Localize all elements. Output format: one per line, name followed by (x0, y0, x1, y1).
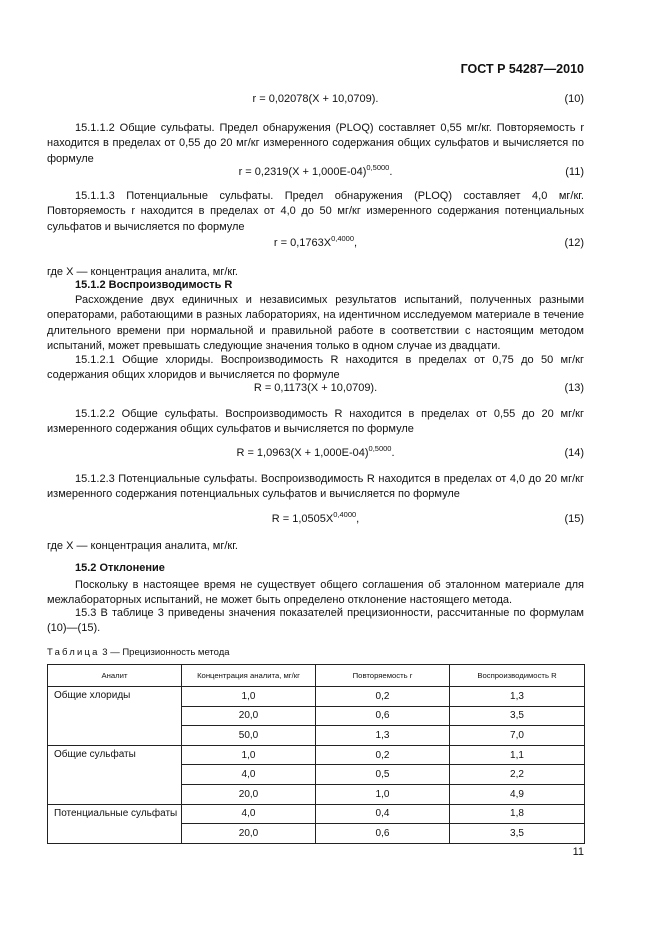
header-analyte: Аналит (48, 665, 182, 687)
formula-11-number: (11) (565, 166, 584, 178)
table-cell: 20,0 (182, 706, 316, 726)
formula-15-exponent: 0,4000 (333, 510, 357, 519)
formula-10 (47, 92, 584, 107)
header-concentration: Концентрация аналита, мг/кг (182, 665, 316, 687)
formula-12-number: (12) (564, 237, 584, 249)
table-cell: 50,0 (182, 726, 316, 746)
table-row (48, 804, 585, 824)
table-caption-word: Таблица (47, 647, 100, 658)
table-cell: 0,6 (316, 824, 450, 844)
table-cell: 4,0 (182, 804, 316, 824)
table-cell: 0,4 (316, 804, 450, 824)
table-cell: 0,6 (316, 706, 450, 726)
table-cell: 20,0 (182, 784, 316, 804)
formula-10-number: (10) (564, 93, 584, 105)
table-row (48, 745, 585, 765)
formula-11-expression: r = 0,2319(X + 1,000E-04) (238, 166, 367, 178)
formula-15-expression: R = 1,0505X (271, 513, 334, 525)
formula-11-exponent: 0,5000 (366, 163, 390, 172)
paragraph-15-3: 15.3 В таблице 3 приведены значения показателей прецизионности, рассчитанные по формулам (10)—(15). (47, 607, 584, 635)
formula-12-expression: r = 0,1763X (273, 237, 332, 249)
formula-10-expression: r = 0,02078(X + 10,0709). (252, 93, 379, 105)
analyte-cell: Потенциальные сульфаты (48, 804, 182, 843)
where-note-1: где X — концентрация аналита, мг/кг. (47, 266, 238, 278)
table-cell: 7,0 (450, 726, 585, 746)
analyte-cell: Общие хлориды (48, 687, 182, 746)
heading-15-2: 15.2 Отклонение (75, 562, 165, 574)
table-cell: 0,5 (316, 765, 450, 785)
paragraph-15-1-2-1: 15.1.2.1 Общие хлориды. Воспроизводимость R находится в пределах от 0,75 до 50 мг/кг содержания общих хлоридов и вычисляется по формуле (47, 354, 584, 382)
standard-number: ГОСТ Р 54287—2010 (460, 62, 584, 76)
formula-12-exponent: 0,4000 (331, 234, 355, 243)
table-caption (47, 647, 230, 658)
formula-13-number: (13) (564, 382, 584, 394)
analyte-cell: Общие сульфаты (48, 745, 182, 804)
formula-14-number: (14) (564, 447, 584, 459)
formula-14-expression: R = 1,0963(X + 1,000E-04) (236, 447, 369, 459)
formula-15-number: (15) (564, 513, 584, 525)
precision-table (47, 664, 585, 844)
paragraph-15-1-2-2: 15.1.2.2 Общие сульфаты. Воспроизводимость R находится в пределах от 0,55 до 20 мг/кг измеренного содержания общих сульфатов и вычисляется по формуле (47, 408, 584, 436)
formula-14-exponent: 0,5000 (368, 444, 392, 453)
header-repeatability: Повторяемость r (316, 665, 450, 687)
paragraph-15-1-1-2: 15.1.1.2 Общие сульфаты. Предел обнаружения (PLOQ) составляет 0,55 мг/кг. Повторяемость r находится в пределах от 0,55 до 20 мг/кг измеренного содержания общих сульфатов и вычисляется по формуле (47, 122, 584, 165)
table-row (48, 687, 585, 707)
table-cell: 1,0 (316, 784, 450, 804)
table-cell: 4,0 (182, 765, 316, 785)
header-reproducibility: Воспроизводимость R (450, 665, 585, 687)
table-cell: 1,1 (450, 745, 585, 765)
table-cell: 4,9 (450, 784, 585, 804)
formula-13 (47, 381, 584, 396)
table-cell: 3,5 (450, 824, 585, 844)
table-cell: 1,8 (450, 804, 585, 824)
paragraph-15-1-1-3: 15.1.1.3 Потенциальные сульфаты. Предел обнаружения (PLOQ) составляет 4,0 мг/кг. Повторяемость r находится в пределах от 4,0 до 50 мг/кг измеренного содержания потенциальных сульфатов и вычисляется по формуле (47, 190, 584, 233)
table-cell: 3,5 (450, 706, 585, 726)
table-cell: 20,0 (182, 824, 316, 844)
formula-12: $r = 0,1763X^{0,4000}$, (12) (273, 234, 584, 249)
table-cell: 1,0 (182, 687, 316, 707)
heading-15-1-2: 15.1.2 Воспроизводимость R (75, 279, 233, 291)
formula-15: $R = 1,0505X^{0,4000}$, (15) (271, 510, 584, 525)
table-cell: 1,3 (316, 726, 450, 746)
table-cell: 0,2 (316, 687, 450, 707)
table-cell: 1,3 (450, 687, 585, 707)
table-header-row (48, 665, 585, 687)
paragraph-15-2: Поскольку в настоящее время не существует общего соглашения об эталонном материале для межлабораторных испытаний, не может быть определено отклонение настоящего метода. (47, 579, 584, 607)
table-cell: 0,2 (316, 745, 450, 765)
formula-13-expression: R = 0,1173(X + 10,0709). (253, 382, 378, 394)
where-note-2: где X — концентрация аналита, мг/кг. (47, 540, 238, 552)
formula-14: $R = 1,0963(X + 1,000E-04)^{0,5000}$. (14) (236, 444, 584, 459)
paragraph-15-1-2-3: 15.1.2.3 Потенциальные сульфаты. Воспроизводимость R находится в пределах от 4,0 до 20 мг/кг измеренного содержания потенциальных сульфатов и вычисляется по формуле (47, 473, 584, 501)
table-cell: 2,2 (450, 765, 585, 785)
formula-11: $r = 0,2319(X + 1,000E-04)^{0,5000}$. (11) (238, 163, 584, 178)
paragraph-15-1-2: Расхождение двух единичных и независимых результатов испытаний, полученных разными операторами, работающими в разных лабораториях, на идентичном исследуемом материале в течение длительного времени при нормальной и правильной работе в соответствии с настоящим методом испытаний, может превышать следующие значения только в одном случае из двадцати. (47, 294, 584, 352)
table-caption-text: 3 — Прецизионность метода (102, 647, 230, 658)
page-number: 11 (572, 846, 584, 858)
table-cell: 1,0 (182, 745, 316, 765)
